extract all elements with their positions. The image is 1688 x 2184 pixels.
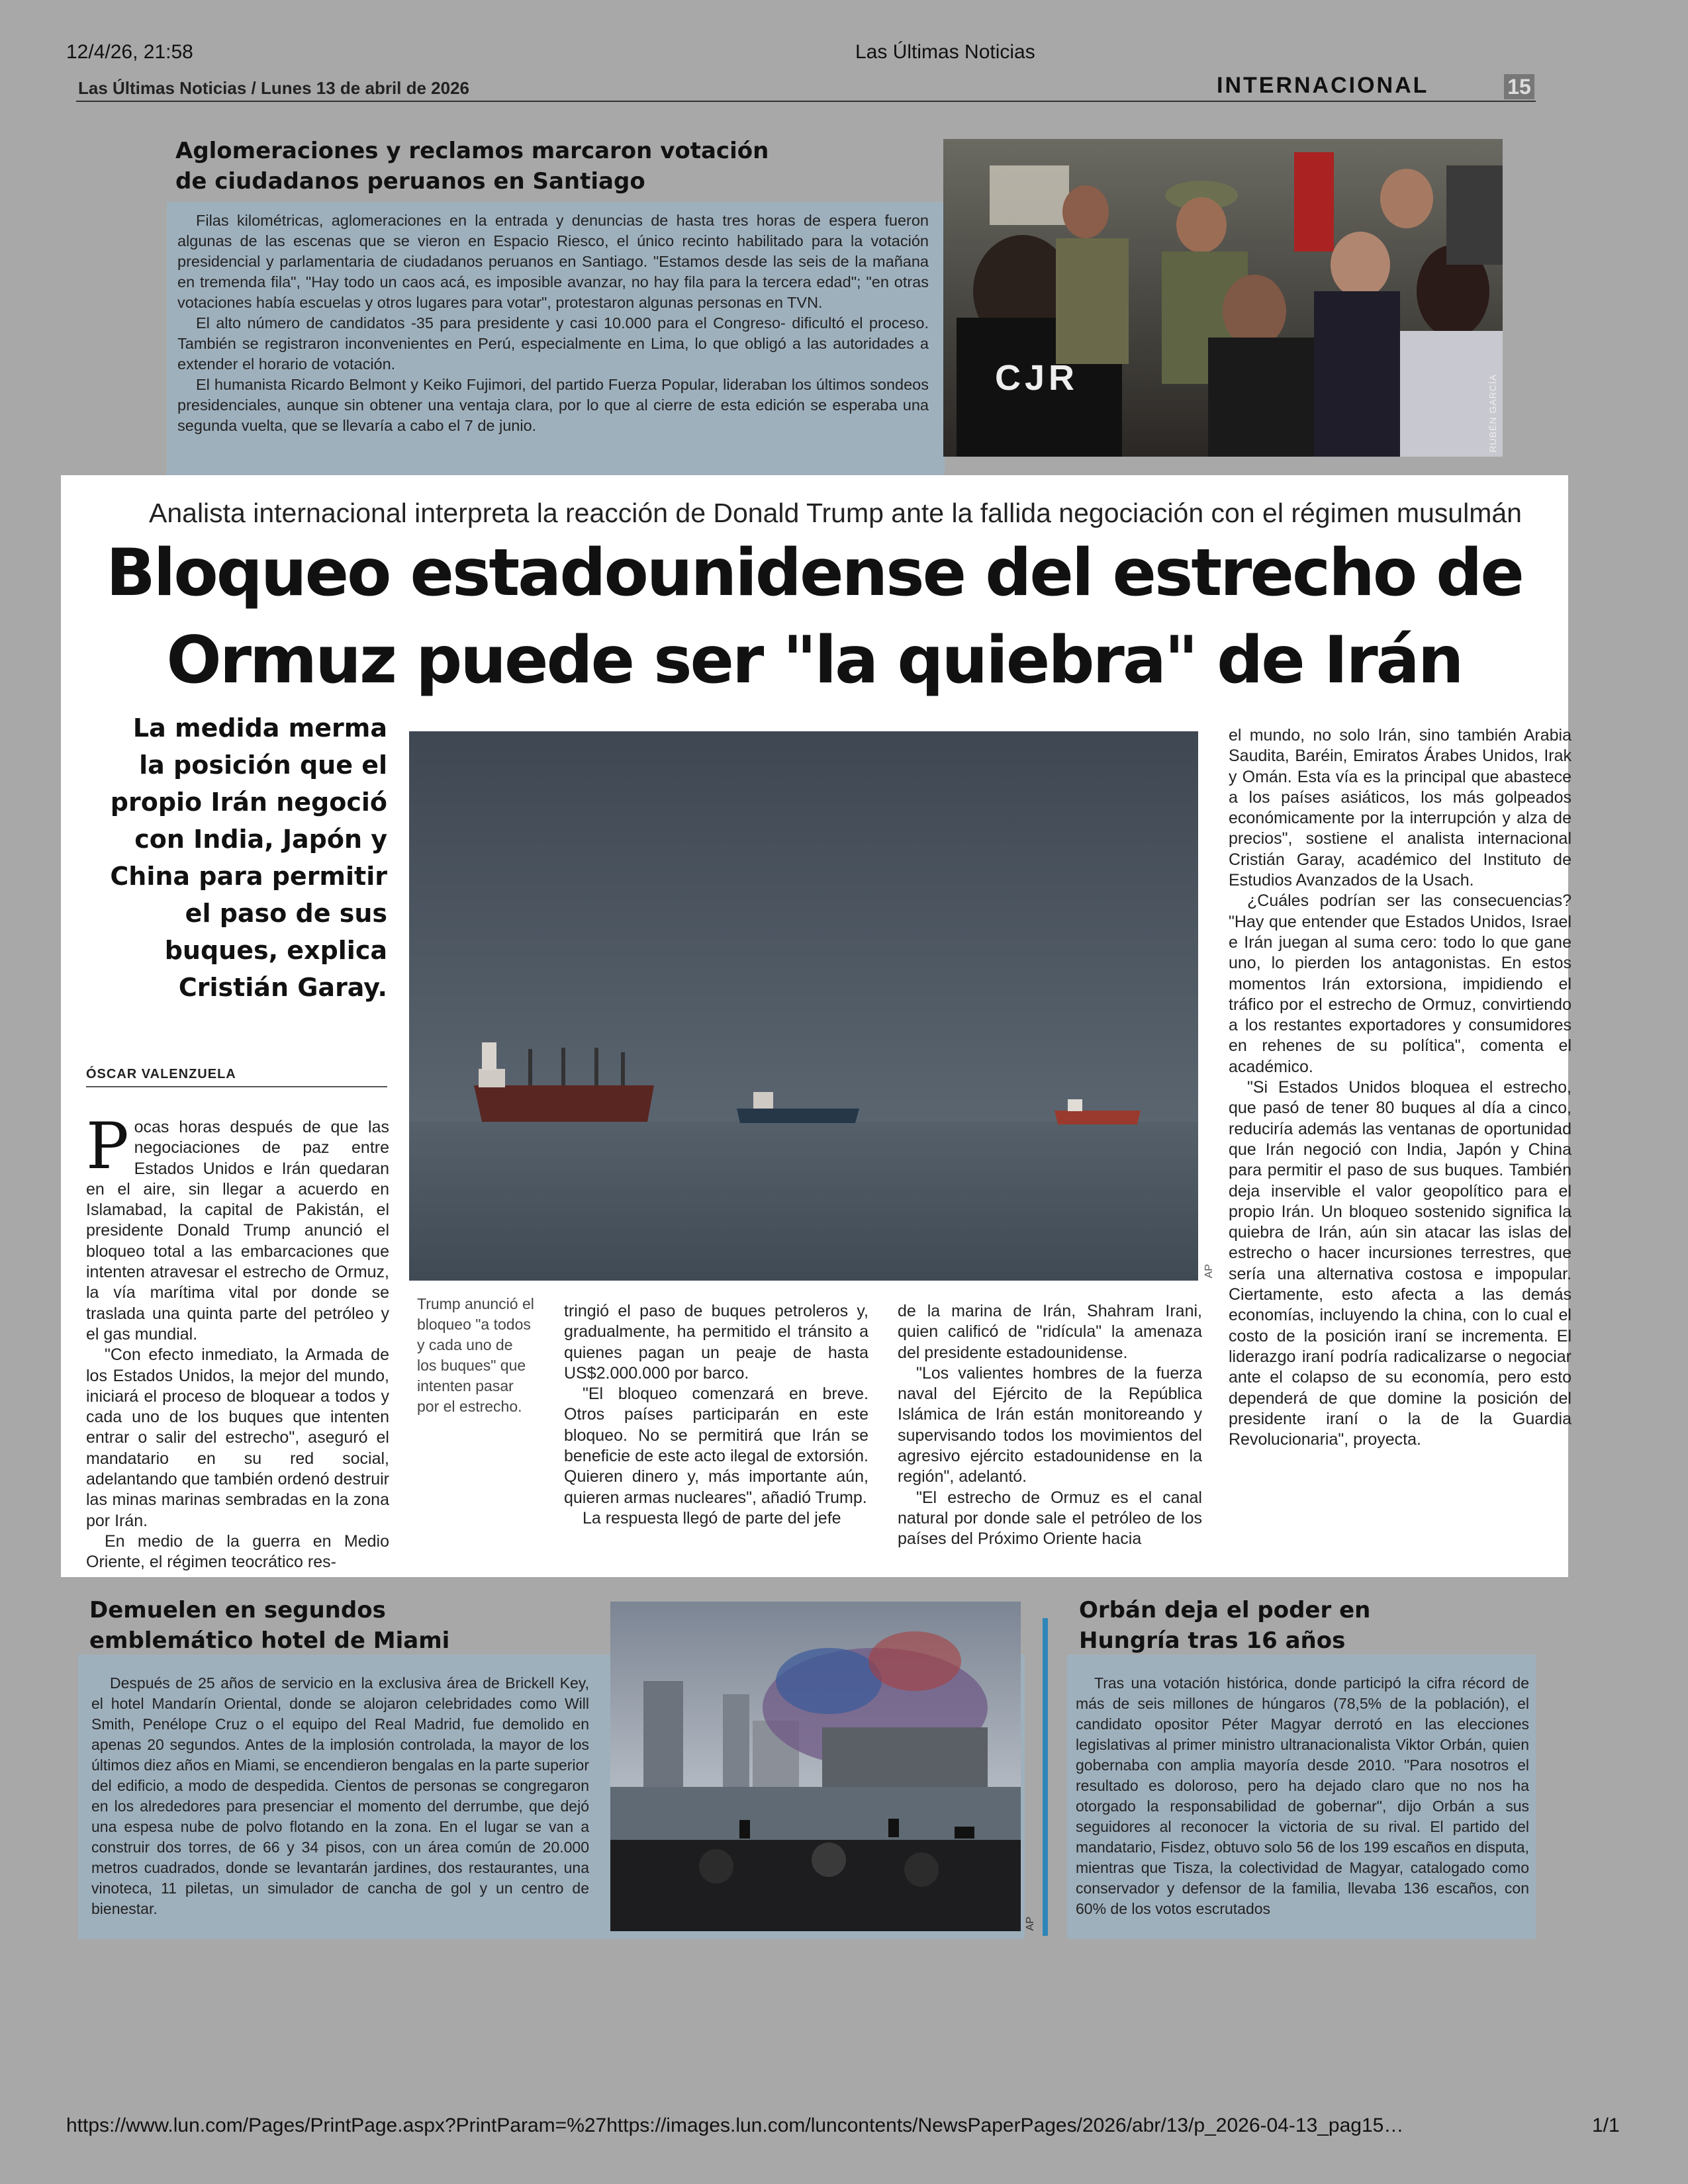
main-byline: ÓSCAR VALENZUELA	[86, 1067, 387, 1087]
peru-paragraph-3: El humanista Ricardo Belmont y Keiko Fujimori, del partido Fuerza Popular, lideraban los últimos sondeos presidenciales, aunque sin obtener una ventaja clara, por lo que al cierre de esta edición se esperaba una segunda vuelta, que se llevaría a cabo el 7 de junio.	[177, 376, 929, 434]
main-column-4	[1229, 725, 1571, 1450]
main-paragraph-1: ocas horas después de que las negociaciones de paz entre Estados Unidos e Irán quedaran en el aire, sin llegar a acuerdo en Islamabad, la capital de Pakistán, el presidente Donald Trump anunció el bloqueo total a las embarcaciones que intenten atravesar el estrecho de Ormuz, la vía marítima vital por donde se traslada una quinta parte del petróleo y el gas mundial.	[86, 1118, 389, 1343]
section-name: INTERNACIONAL	[1217, 73, 1429, 98]
main-paragraph-9: "El estrecho de Ormuz es el canal natural por donde sale el petróleo de los países del Próximo Oriente hacia	[898, 1488, 1202, 1549]
main-paragraph-8: "Los valientes hombres de la fuerza naval del Ejército de la República Islámica de Irán están monitoreando y supervisando todos los movimientos del agresivo ejército estadounidense en la región", adelantó.	[898, 1363, 1202, 1486]
miami-headline	[89, 1595, 579, 1656]
peru-headline	[175, 136, 930, 197]
peru-headline-line-2: de ciudadanos peruanos en Santiago	[175, 168, 645, 195]
main-paragraph-2: "Con efecto inmediato, la Armada de los Estados Unidos, la mejor del mundo, iniciará el proceso de bloquear a todos y cada uno de los buques que intenten entrar o salir del estrecho", aseguró el mandatario en su red social, adelantando que también ordenó destruir las minas marinas sembradas en la zona por Irán.	[86, 1345, 389, 1530]
peru-body	[177, 210, 929, 436]
main-photo-caption: Trump anunció el bloqueo "a todos y cada uno de los buques" que intenten pasar por el estrecho.	[417, 1295, 534, 1415]
main-photo-credit: AP	[1203, 1264, 1215, 1279]
peru-paragraph-1: Filas kilométricas, aglomeraciones en la entrada y denuncias de hasta tres horas de espera fueron algunas de las escenas que se vieron en Espacio Riesco, el único recinto habilitado para la votación presidencial y parlamentaria de ciudadanos peruanos en Santiago. "Estamos desde las seis de la mañana en tremenda fila", "Hay todo un caos acá, es imposible avanzar, no hay fila para la tercera edad"; "en otras votaciones había escuelas y otros lugares para votar", protestaron algunas personas en TVN.	[177, 212, 929, 311]
print-url: https://www.lun.com/Pages/PrintPage.aspx?PrintParam=%27https://images.lun.com/luncontents/NewsPaperPages/2026/abr/13/p_2026-04-13_pag15…	[66, 2115, 1404, 2136]
page-number: 15	[1504, 74, 1534, 99]
miami-photo-credit: AP	[1025, 1917, 1036, 1931]
hungary-paragraph: Tras una votación histórica, donde participó la cifra récord de más de seis millones de húngaros (78,5% de la población), el candidato opositor Péter Magyar derrotó en las elecciones legislativas al primer ministro ultranacionalista Viktor Orbán, quien gobernaba con amplia mayoría desde 2010. "Para nosotros el resultado es doloroso, pero ha dejado claro que no nos ha otorgado la responsabilidad de gobernar", dijo Orbán a sus seguidores al reconocer la victoria de su rival. El partido del mandatario, Fisdez, obtuvo solo 56 de los 199 escaños en disputa, mientras que Tisza, la colectividad de Magyar, catalogado como conservador y defensor de la familia, llevaba 136 escaños, con 60% de los votos escrutados	[1076, 1674, 1529, 1917]
peru-crowd-image	[943, 139, 1503, 457]
main-headline-line-2: Ormuz puede ser "la quiebra" de Irán	[166, 623, 1462, 698]
main-headline	[93, 529, 1536, 704]
peru-headline-line-1: Aglomeraciones y reclamos marcaron votación	[175, 138, 769, 164]
peru-photo	[943, 139, 1503, 457]
strait-ships-image	[409, 731, 1198, 1281]
miami-paragraph: Después de 25 años de servicio en la exclusiva área de Brickell Key, el hotel Mandarín Oriental, donde se alojaron celebridades como Will Smith, Penélope Cruz o el equipo del Real Madrid, fue demolido en apenas 20 segundos. Antes de la implosión controlada, la mayor de los últimos diez años en Miami, se encendieron bengalas en la parte superior del edificio, a modo de despedida. Cientos de personas se congregaron en los alrededores para presenciar el momento del derrumbe, que dejó una espesa nube de polvo flotando en la zona. En el lugar se van a construir dos torres, de 66 y 34 pisos, con un área común de 20.000 metros cuadrados, donde se levantarán jardines, dos restaurantes, una vinoteca, 11 piletas, un simulador de cancha de gol y un centro de bienestar.	[91, 1674, 589, 1917]
main-column-3	[898, 1301, 1202, 1550]
main-paragraph-7: de la marina de Irán, Shahram Irani, quien calificó de "ridícula" la amenaza del presidente estadounidense.	[898, 1302, 1202, 1362]
main-headline-line-1: Bloqueo estadounidense del estrecho de	[106, 535, 1523, 611]
hotel-demolition-image	[610, 1602, 1021, 1931]
miami-headline-line-1: Demuelen en segundos	[89, 1597, 386, 1623]
hungary-headline-line-1: Orbán deja el poder en	[1079, 1597, 1371, 1623]
main-paragraph-5: "El bloqueo comenzará en breve. Otros países participarán en este bloqueo. No se permitirá que Irán se beneficie de este acto ilegal de extorsión. Quieren dinero y, más importante aún, quieren armas nucleares", añadió Trump.	[564, 1385, 868, 1507]
main-paragraph-10: el mundo, no solo Irán, sino también Arabia Saudita, Baréin, Emiratos Árabes Unidos, Irak y Omán. Esta vía es la principal que abastece a los países asiáticos, los más golpeados económicamente por la interrupción y alza de precios", sostiene el analista internacional Cristián Garay, académico del Instituto de Estudios Avanzados de la Usach.	[1229, 726, 1571, 890]
hungary-headline-line-2: Hungría tras 16 años	[1079, 1627, 1346, 1654]
miami-body	[91, 1673, 589, 1919]
main-kicker: Analista internacional interpreta la reacción de Donald Trump ante la fallida negociación con el régimen musulmán	[149, 498, 1522, 528]
main-paragraph-11: ¿Cuáles podrían ser las consecuencias? "Hay que entender que Estados Unidos, Israel e Irán juegan al suma cero: todo lo que gane uno, lo pierden los antagonistas. En estos momentos Irán extorsiona, impidiendo el tráfico por el estrecho de Ormuz, convirtiendo a los restantes exportadores y consumidores en rehenes de su política", comenta el académico.	[1229, 891, 1571, 1076]
main-paragraph-12: "Si Estados Unidos bloquea el estrecho, que pasó de tener 80 buques al día a cinco, reduciría además las ventanas de oportunidad que Irán negoció con India, Japón y China para permitir el paso de sus buques. También deja inservible el valor geopolítico para el propio Irán. Un bloqueo sostenido significa la quiebra de Irán, aún sin atacar las islas del estrecho o hacer incursiones terrestres, que sería una alternativa costosa e impopular. Ciertamente, esto afecta a las demás economías, incluyendo la china, con lo cual el costo de la posición iraní se incrementa. El liderazgo iraní podría radicalizarse o negociar ante el colapso de su economía, pero esto dependerá de que domine la posición del presidente iraní o la de la Guardia Revolucionaria", proyecta.	[1229, 1078, 1571, 1449]
main-paragraph-3: En medio de la guerra en Medio Oriente, el régimen teocrático res-	[86, 1531, 389, 1572]
print-page-count: 1/1	[1592, 2115, 1620, 2136]
main-paragraph-4: tringió el paso de buques petroleros y, gradualmente, ha permitido el tránsito a quienes pagan un peaje de hasta US$2.000.000 por barco.	[564, 1302, 868, 1383]
peru-shirt-text: CJR	[995, 358, 1079, 398]
hungary-body	[1076, 1673, 1529, 1919]
main-deck: La medida merma la posición que el propio Irán negoció con India, Japón y China para permitir el paso de sus buques, explica Cristián Garay.	[110, 713, 387, 1002]
miami-photo	[610, 1602, 1021, 1931]
print-page-title: Las Últimas Noticias	[855, 41, 1035, 63]
main-photo	[409, 731, 1198, 1281]
main-paragraph-6: La respuesta llegó de parte del jefe	[583, 1508, 841, 1527]
main-column-1	[86, 1109, 389, 1573]
peru-paragraph-2: El alto número de candidatos -35 para presidente y casi 10.000 para el Congreso- dificultó el proceso. También se registraron inconvenientes en Perú, especialmente en Lima, lo que obligó a las autoridades a extender el horario de votación.	[177, 314, 929, 373]
hungary-accent-bar	[1043, 1618, 1048, 1936]
print-datetime: 12/4/26, 21:58	[66, 41, 193, 63]
peru-photo-credit: RUBÉN GARCÍA	[1487, 374, 1498, 453]
main-column-2	[564, 1301, 868, 1529]
hungary-headline	[1079, 1595, 1536, 1656]
miami-headline-line-2: emblemático hotel de Miami	[89, 1627, 450, 1654]
dropcap: P	[86, 1109, 129, 1183]
masthead-paper-line: Las Últimas Noticias / Lunes 13 de abril de 2026	[78, 78, 470, 98]
